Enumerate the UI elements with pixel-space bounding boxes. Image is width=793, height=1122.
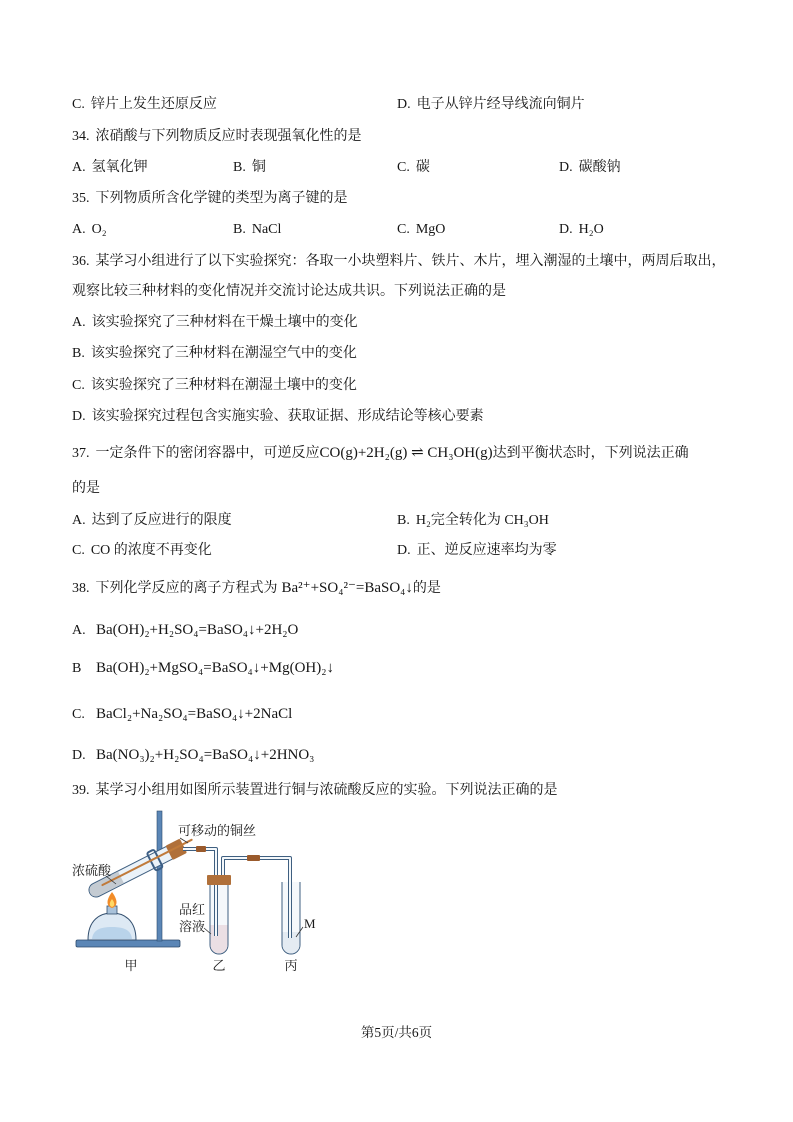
page-number: 第5页/共6页	[360, 1025, 433, 1040]
q37-stem-line2: 的是	[72, 481, 100, 496]
label-pinkred-2: 溶液	[179, 919, 206, 934]
q35-option-a	[72, 220, 107, 240]
option-equation: Ba(NO₃)₂+H₂SO₄=BaSO₄↓+2HNO₃	[96, 747, 315, 763]
option-label: C.	[72, 378, 85, 393]
question-text-tail: 的是	[412, 581, 441, 596]
q38-option-b	[72, 656, 334, 680]
q37-option-a	[72, 511, 232, 531]
rubber-connector-2	[247, 855, 260, 861]
option-label: C.	[72, 707, 85, 722]
q37-stem-line1	[72, 443, 689, 463]
label-copper-wire: 可移动的铜丝	[178, 823, 257, 838]
option-label: C.	[72, 543, 85, 558]
option-label: C.	[72, 97, 85, 112]
option-equation: BaCl₂+Na₂SO₄=BaSO₄↓+2NaCl	[96, 706, 293, 722]
option-text: O₂	[91, 222, 107, 237]
option-text: NaCl	[251, 222, 282, 237]
q34-option-c	[397, 158, 430, 178]
option-label: D.	[397, 543, 411, 558]
option-label: B.	[72, 346, 85, 361]
question-number: 39.	[72, 783, 90, 798]
option-text: 锌片上发生还原反应	[90, 97, 217, 112]
iron-stand-base	[76, 940, 180, 947]
q37-option-b	[397, 511, 549, 531]
option-label: C.	[397, 222, 410, 237]
q35-option-b	[233, 220, 281, 240]
q33-option-c	[72, 95, 217, 115]
option-label: A.	[72, 315, 86, 330]
copper-wire	[102, 840, 191, 885]
question-number: 38.	[72, 581, 90, 596]
q36-option-b	[72, 344, 357, 364]
option-label: A.	[72, 623, 86, 638]
option-label: A.	[72, 160, 86, 175]
option-label: A.	[72, 222, 86, 237]
option-text: H₂O	[578, 222, 604, 237]
q36-stem-line1	[72, 252, 726, 272]
question-number: 37.	[72, 446, 90, 461]
q38-option-c	[72, 702, 292, 726]
apparatus-figure	[60, 800, 350, 980]
q34-option-b	[233, 158, 266, 178]
option-text: CO 的浓度不再变化	[90, 543, 212, 558]
q34-option-a	[72, 158, 148, 178]
q35-option-d	[559, 220, 604, 240]
label-pinkred-1: 品红	[179, 902, 206, 917]
option-label: D.	[72, 748, 86, 763]
q38-option-d	[72, 743, 314, 767]
option-text: MgO	[415, 222, 446, 237]
q36-option-d	[72, 407, 484, 427]
q34-stem	[72, 127, 362, 147]
option-label: D.	[72, 409, 86, 424]
question-number: 34.	[72, 129, 90, 144]
question-text: 浓硝酸与下列物质反应时表现强氧化性的是	[95, 129, 362, 144]
option-text: 电子从锌片经导线流向铜片	[416, 97, 585, 112]
rubber-connector-1	[196, 846, 206, 852]
label-yi: 乙	[212, 958, 226, 973]
option-text: 碳	[415, 160, 430, 175]
iron-stand-rod	[157, 811, 162, 941]
question-text: 下列化学反应的离子方程式为	[95, 581, 278, 596]
q38-option-a	[72, 618, 298, 642]
option-text: 该实验探究了三种材料在潮湿土壤中的变化	[90, 378, 357, 393]
option-text: 碳酸钠	[578, 160, 621, 175]
stopper-yi	[207, 875, 231, 885]
question-text-tail: 达到平衡状态时，下列说法正确	[492, 446, 689, 461]
question-number: 35.	[72, 191, 90, 206]
option-equation: Ba(OH)₂+H₂SO₄=BaSO₄↓+2H₂O	[96, 622, 299, 638]
option-text: 该实验探究了三种材料在干燥土壤中的变化	[91, 315, 358, 330]
option-text: H₂完全转化为 CH₃OH	[415, 513, 549, 528]
option-label: B.	[233, 222, 246, 237]
option-text: 达到了反应进行的限度	[91, 513, 232, 528]
option-text: 正、逆反应速率均为零	[416, 543, 557, 558]
q36-stem-line2: 观察比较三种材料的变化情况并交流讨论达成共识。下列说法正确的是	[72, 284, 506, 299]
q36-option-c	[72, 376, 357, 396]
label-bing: 丙	[284, 958, 298, 973]
q39-stem	[72, 781, 558, 801]
question-text: 某学习小组进行了以下实验探究：各取一小块塑料片、铁片、木片，埋入潮湿的土壤中，两周后取出，	[95, 254, 726, 269]
q35-stem	[72, 189, 348, 209]
option-text: 氢氧化钾	[91, 160, 148, 175]
option-label: B	[72, 661, 82, 676]
ionic-equation: Ba²⁺+SO₄²⁻=BaSO₄↓	[281, 580, 413, 596]
label-jia: 甲	[124, 958, 138, 973]
q33-option-d	[397, 95, 585, 115]
option-label: C.	[397, 160, 410, 175]
question-text: 下列物质所含化学键的类型为离子键的是	[95, 191, 348, 206]
option-text: 铜	[251, 160, 266, 175]
option-text: 该实验探究了三种材料在潮湿空气中的变化	[90, 346, 357, 361]
pinkred-solution	[211, 925, 228, 954]
q38-stem	[72, 578, 441, 598]
question-text: 某学习小组用如图所示装置进行铜与浓硫酸反应的实验。下列说法正确的是	[95, 783, 558, 798]
q36-option-a	[72, 313, 358, 333]
question-text: 一定条件下的密闭容器中，可逆反应	[95, 446, 320, 461]
delivery-tube-2-bore	[223, 858, 290, 938]
q35-option-c	[397, 220, 445, 240]
equilibrium-equation: CO(g)+2H₂(g) ⇌ CH₃OH(g)	[319, 445, 493, 461]
option-label: B.	[233, 160, 246, 175]
option-text: 该实验探究过程包含实施实验、获取证据、形成结论等核心要素	[91, 409, 484, 424]
option-label: D.	[559, 160, 573, 175]
q37-option-d	[397, 541, 557, 561]
delivery-tube-2	[223, 858, 290, 938]
label-conc-sulfuric-acid: 浓硫酸	[72, 863, 112, 878]
option-label: D.	[559, 222, 573, 237]
question-number: 36.	[72, 254, 90, 269]
option-label: D.	[397, 97, 411, 112]
option-equation: Ba(OH)₂+MgSO₄=BaSO₄↓+Mg(OH)₂↓	[96, 660, 334, 676]
q37-option-c	[72, 541, 212, 561]
q34-option-d	[559, 158, 621, 178]
option-label: A.	[72, 513, 86, 528]
option-label: B.	[397, 513, 410, 528]
label-m: M	[304, 916, 316, 931]
